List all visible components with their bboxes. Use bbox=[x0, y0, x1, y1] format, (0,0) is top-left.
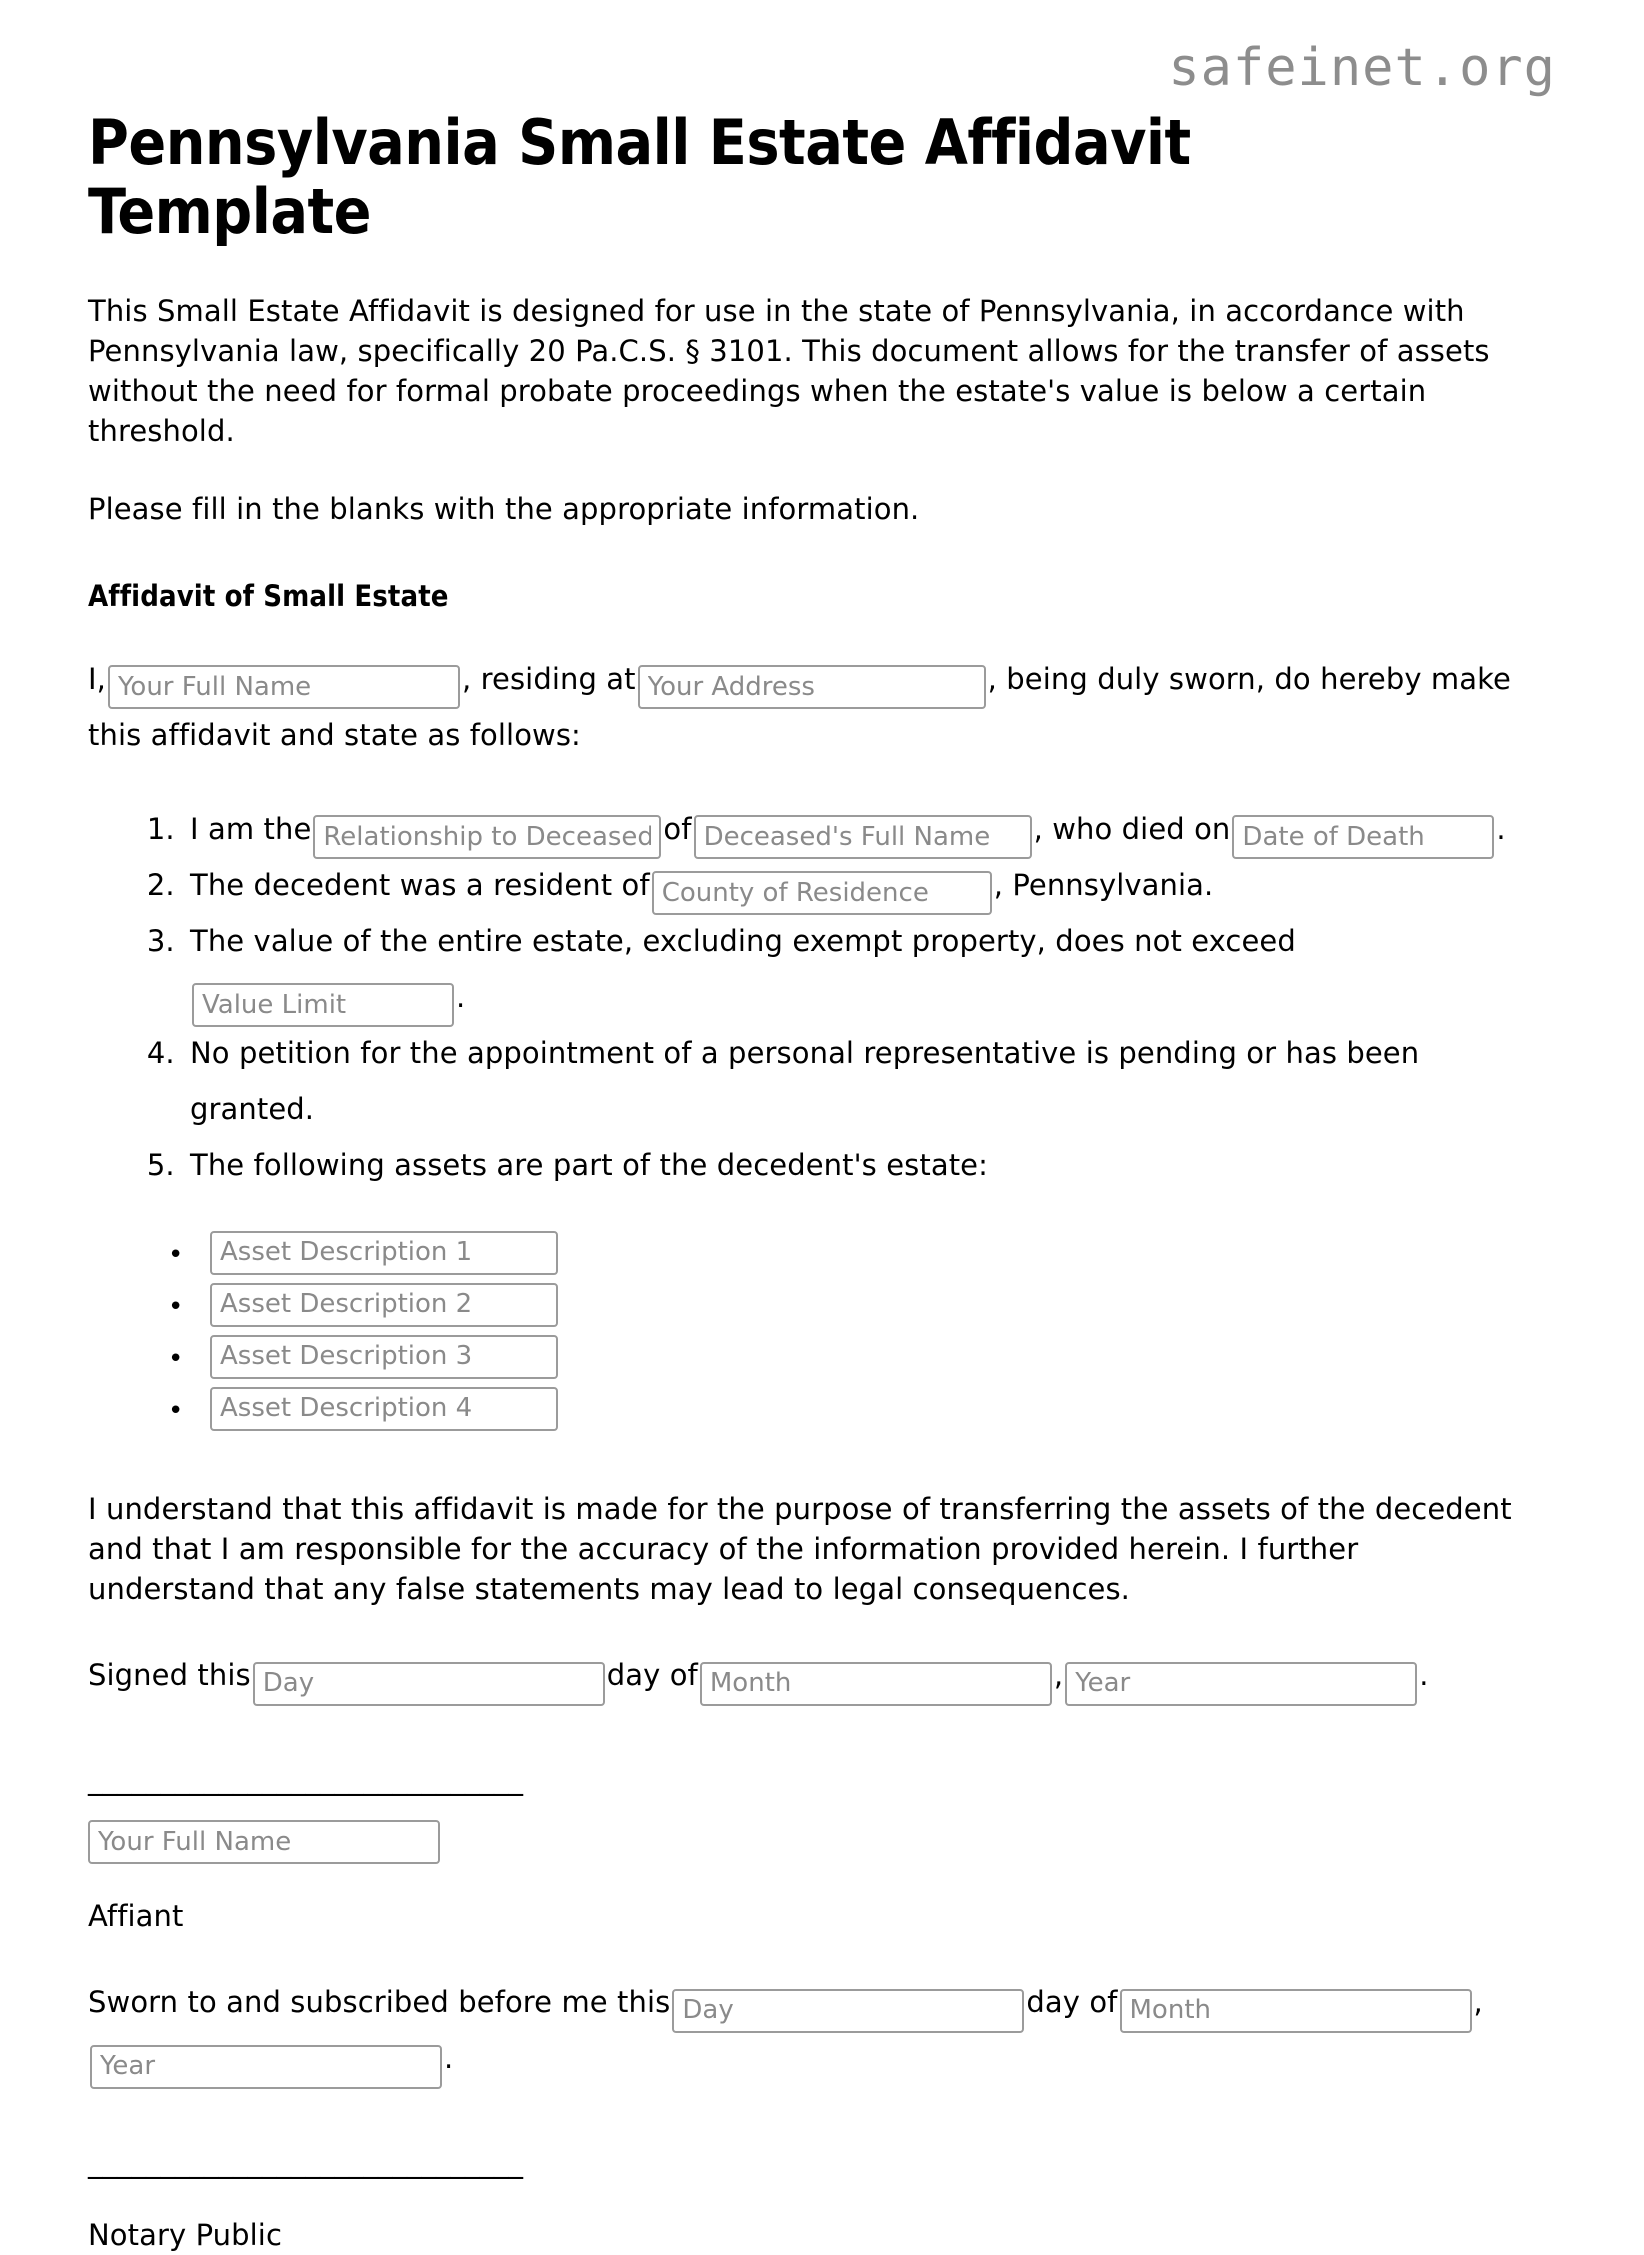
section-heading-affidavit: Affidavit of Small Estate bbox=[88, 578, 449, 613]
opening-lead-text: I, bbox=[88, 661, 106, 696]
notary-lead-text: Sworn to and subscribed before me this bbox=[88, 1985, 671, 2020]
notary-signature-rule: ______________________________ bbox=[88, 2145, 523, 2180]
claim-item-4: 4. No petition for the appointment of a personal representative is pending or has been granted. bbox=[184, 1025, 1550, 1137]
claim-item-1 bbox=[184, 801, 1550, 857]
spacer bbox=[88, 1439, 1556, 1489]
site-watermark: safeinet.org bbox=[1168, 38, 1556, 98]
page-title: Pennsylvania Small Estate Affidavit Template bbox=[88, 106, 1191, 249]
affiant-address-input[interactable] bbox=[638, 665, 986, 709]
county-of-residence-input[interactable] bbox=[652, 871, 992, 915]
spacer bbox=[88, 1609, 1556, 1647]
spacer bbox=[88, 763, 1556, 801]
signed-month-input[interactable] bbox=[700, 1662, 1052, 1706]
signed-day-input[interactable] bbox=[253, 1662, 605, 1706]
list-item bbox=[210, 1335, 1556, 1381]
spacer bbox=[88, 2086, 1556, 2148]
instruction-paragraph: Please fill in the blanks with the appropriate information. bbox=[88, 491, 920, 526]
spacer bbox=[88, 247, 1556, 291]
signed-date-line bbox=[88, 1647, 1548, 1703]
claim-3-prefix: The value of the entire estate, excluding exempt property, does not exceed bbox=[190, 923, 1296, 958]
asset-description-input-1[interactable] bbox=[210, 1231, 558, 1275]
claim-1-mid: of bbox=[663, 811, 692, 846]
notary-year-input[interactable] bbox=[90, 2045, 442, 2089]
notary-period: . bbox=[444, 2041, 454, 2076]
claim-1-mid2: , who died on bbox=[1033, 811, 1231, 846]
signed-year-input[interactable] bbox=[1065, 1662, 1417, 1706]
list-item bbox=[210, 1283, 1556, 1329]
affiant-label: Affiant bbox=[88, 1899, 184, 1933]
assets-list bbox=[88, 1231, 1556, 1433]
list-item bbox=[210, 1387, 1556, 1433]
affiant-full-name-input[interactable] bbox=[108, 665, 460, 709]
spacer bbox=[88, 1936, 1556, 1974]
list-item bbox=[210, 1231, 1556, 1277]
intro-paragraph: This Small Estate Affidavit is designed for use in the state of Pennsylvania, in accordance with Pennsylvania law, specifically 20 Pa.C.S. § 3101. This document allows for the transfer of assets without the need for formal probate proceedings when the estate's value is below a certain threshold. bbox=[88, 293, 1490, 448]
claim-item-5: 5. The following assets are part of the decedent's estate: bbox=[184, 1137, 1550, 1193]
notary-day-input[interactable] bbox=[672, 1989, 1024, 2033]
spacer bbox=[88, 1703, 1556, 1765]
date-of-death-input[interactable] bbox=[1232, 815, 1494, 859]
spacer bbox=[88, 1193, 1556, 1231]
spacer bbox=[88, 2177, 1556, 2215]
asset-description-input-4[interactable] bbox=[210, 1387, 558, 1431]
notary-month-input[interactable] bbox=[1120, 1989, 1472, 2033]
spacer bbox=[88, 529, 1556, 579]
claim-2-prefix: The decedent was a resident of bbox=[190, 867, 650, 902]
opening-statement bbox=[88, 651, 1548, 763]
notary-mid-text: day of bbox=[1026, 1985, 1118, 2020]
opening-tail-text: , being duly sworn, do hereby make this affidavit and state as follows: bbox=[88, 661, 1511, 752]
claims-list bbox=[88, 801, 1556, 1193]
spacer bbox=[88, 613, 1556, 651]
affiant-signature-name-input[interactable] bbox=[88, 1820, 440, 1864]
acknowledgement-paragraph: I understand that this affidavit is made for the purpose of transferring the assets of the decedent and that I am responsible for the accuracy of the information provided herein. I further understand that any false statements may lead to legal consequences. bbox=[88, 1491, 1512, 1606]
claim-1-suffix: . bbox=[1496, 811, 1506, 846]
deceased-full-name-input[interactable] bbox=[694, 815, 1032, 859]
spacer bbox=[88, 1864, 1556, 1896]
value-limit-input[interactable] bbox=[192, 983, 454, 1027]
notary-comma: , bbox=[1473, 1985, 1483, 2020]
signed-period: . bbox=[1419, 1658, 1429, 1692]
claim-item-3 bbox=[184, 913, 1550, 1025]
spacer bbox=[88, 1794, 1556, 1820]
notary-sworn-line bbox=[88, 1974, 1548, 2086]
notary-label: Notary Public bbox=[88, 2218, 283, 2253]
signed-lead-text: Signed this bbox=[88, 1658, 251, 1692]
relationship-to-deceased-input[interactable] bbox=[313, 815, 661, 859]
spacer bbox=[88, 451, 1556, 489]
affiant-signature-rule: ______________________________ bbox=[88, 1762, 523, 1796]
claim-1-prefix: I am the bbox=[190, 811, 312, 846]
signed-comma: , bbox=[1053, 1658, 1064, 1692]
claim-2-suffix: , Pennsylvania. bbox=[993, 867, 1214, 902]
asset-description-input-3[interactable] bbox=[210, 1335, 558, 1379]
signed-mid-text: day of bbox=[606, 1658, 698, 1692]
claim-3-suffix: . bbox=[456, 979, 466, 1014]
opening-between-text: , residing at bbox=[461, 661, 636, 696]
claim-item-2 bbox=[184, 857, 1550, 913]
asset-description-input-2[interactable] bbox=[210, 1283, 558, 1327]
